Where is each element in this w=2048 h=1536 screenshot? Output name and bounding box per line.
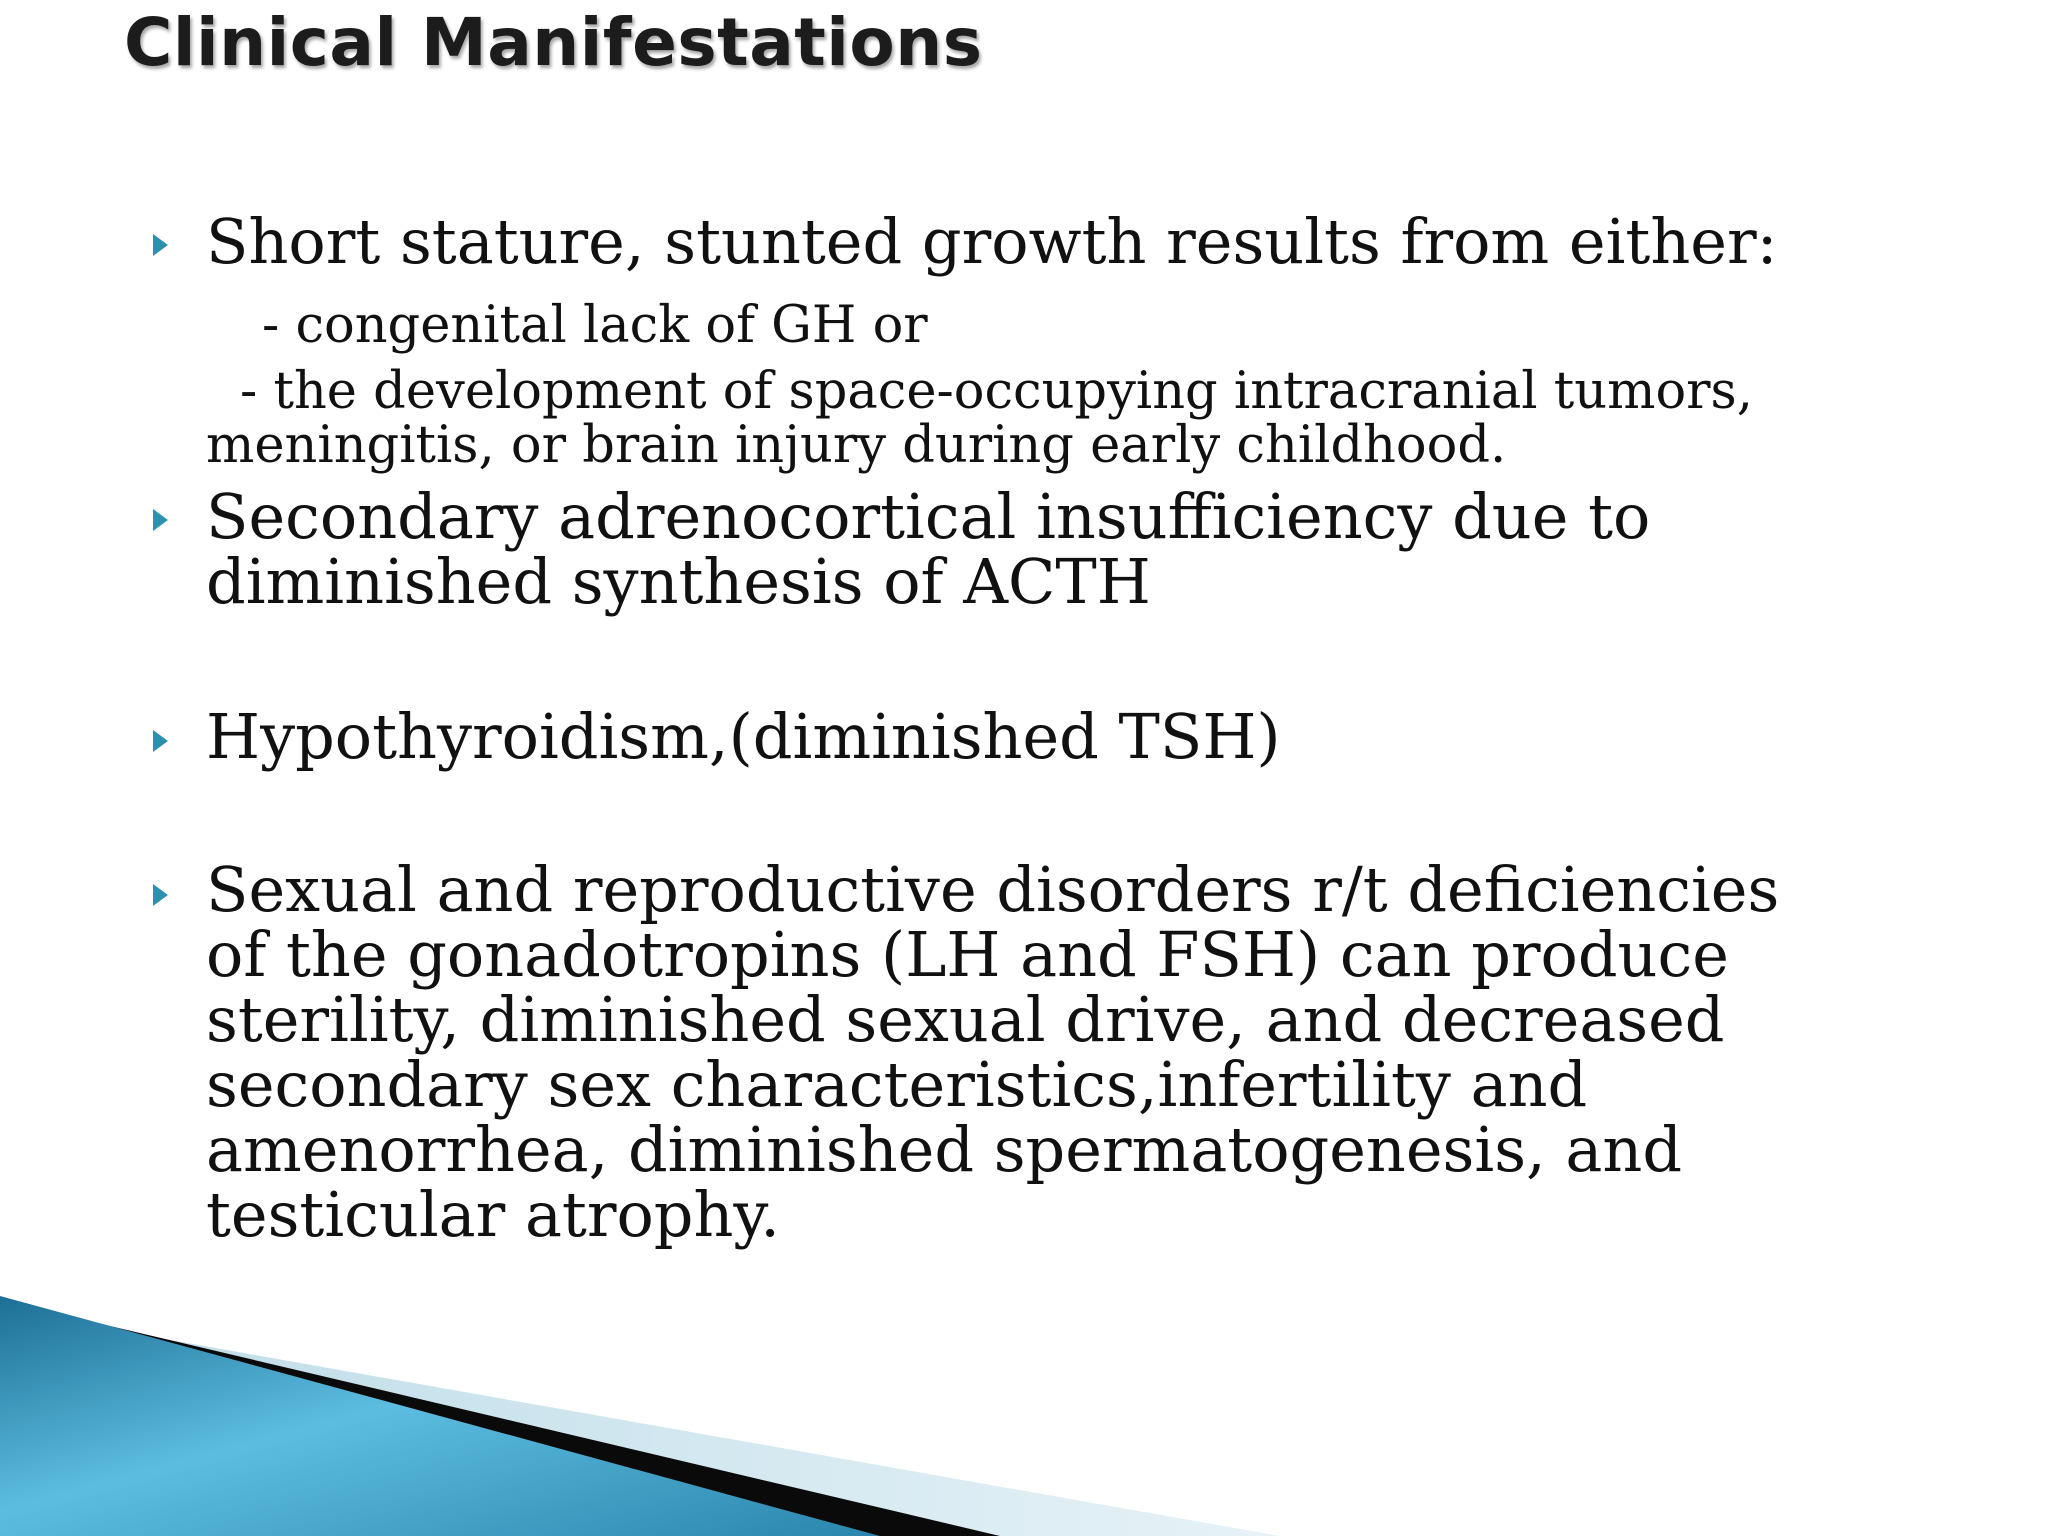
bullet-4-line-4: secondary sex characteristics,infertility and [206,1048,1588,1121]
sub-item-2: - the development of space-occupying intracranial tumors, [240,362,1753,421]
bullet-4-line-6: testicular atrophy. [206,1178,780,1251]
blue-swoosh [0,1296,880,1536]
bullet-3-line-1: Hypothyroidism,(diminished TSH) [206,700,1281,773]
bullet-2-line-2: diminished synthesis of ACTH [206,545,1151,618]
bullet-1-line-1: Short stature, stunted growth results from either: [206,205,1778,278]
bullet-4-line-2: of the gonadotropins (LH and FSH) can produce [206,918,1729,991]
slide-title: Clinical Manifestations [124,4,983,81]
bullet-marker [153,730,168,752]
bullet-marker [153,884,168,906]
bullet-4-line-3: sterility, diminished sexual drive, and decreased [206,983,1725,1056]
bullet-4-line-1: Sexual and reproductive disorders r/t deficiencies [206,853,1780,926]
sub-item-2-continuation: meningitis, or brain injury during early childhood. [206,416,1507,475]
bullet-2-line-1: Secondary adrenocortical insufficiency due to [206,480,1651,553]
bullet-marker [153,509,168,531]
sub-item-1: - congenital lack of GH or [262,296,928,355]
bullet-4-line-5: amenorrhea, diminished spermatogenesis, and [206,1113,1683,1186]
bullet-marker [153,234,168,256]
